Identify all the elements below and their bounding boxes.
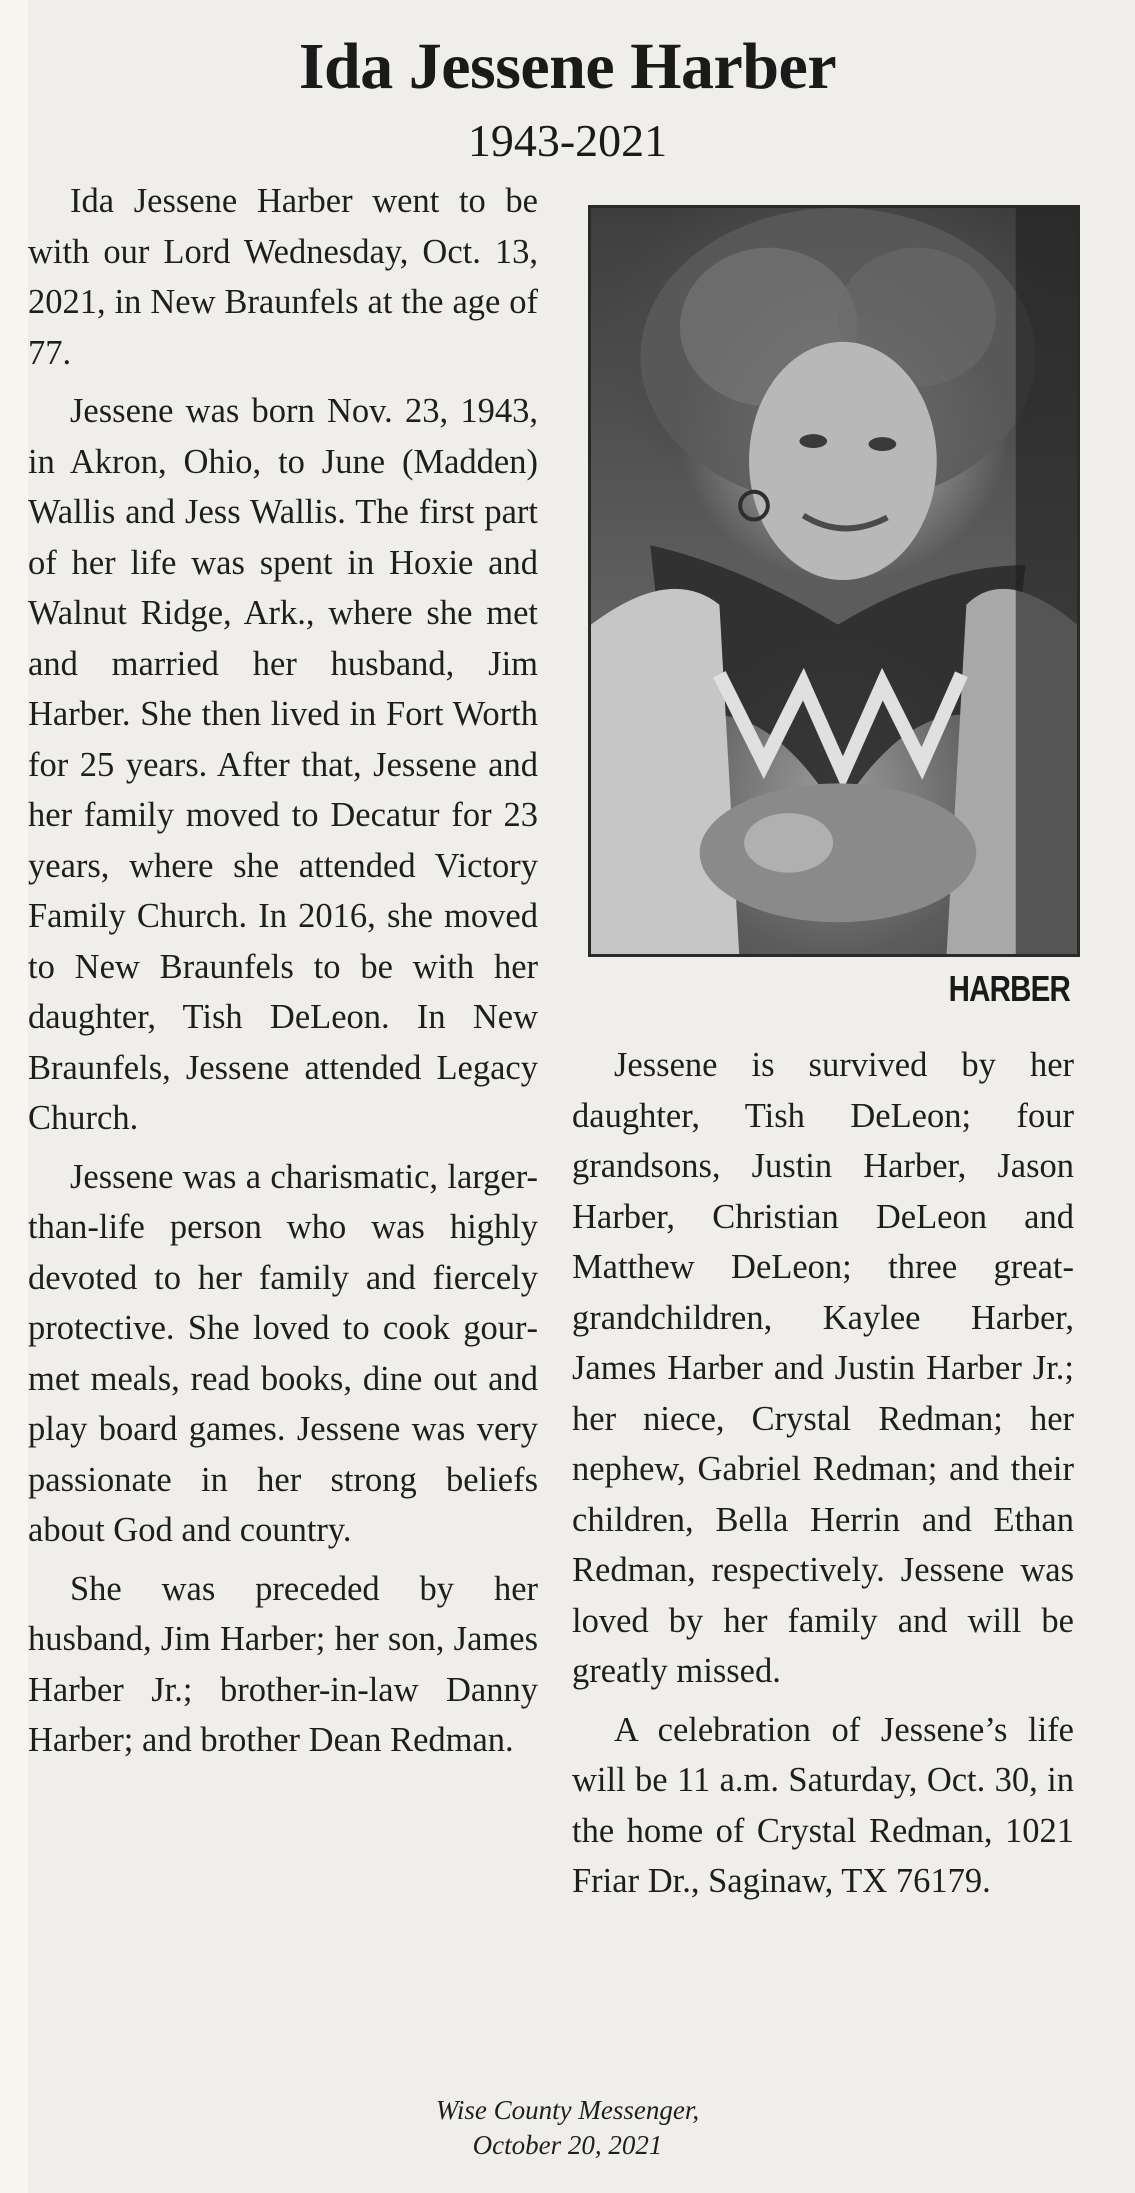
portrait-photo [588, 205, 1080, 957]
paragraph-survived-by: Jessene is survived by her daughter, Tish DeLeon; four grandsons, Justin Harber, Jason Harber, Christian DeLeon and Matthew DeLeon; three great-grandchildren, Kaylee Harber, James Harber and Justin Harber Jr.; her niece, Crystal Redman; her nephew, Gabriel Redman; and their children, Bella Herrin and Ethan Redman, respectively. Jessene was loved by her family and will be greatly missed. [572, 1046, 1074, 1690]
source-publication: Wise County Messenger, [435, 2095, 700, 2125]
right-text-column [572, 1040, 1074, 1915]
paragraph-celebration: A celebration of Jessene’s life will be 11 a.m. Saturday, Oct. 30, in the home of Crystal Redman, 1021 Friar Dr., Saginaw, TX 76179. [572, 1710, 1074, 1900]
portrait-illustration [591, 208, 1077, 954]
paragraph-preceded-by: She was preceded by her husband, Jim Harber; her son, James Harber Jr.; brother-in-law Danny Harber; and brother Dean Redman. [28, 1569, 538, 1759]
paragraph-biography: Jessene was born Nov. 23, 1943, in Akron, Ohio, to June (Madden) Wallis and Jess Wallis. The first part of her life was spent in Hoxie and Walnut Ridge, Ark., where she met and married her husband, Jim Harber. She then lived in Fort Worth for 25 years. After that, Jessene and her family moved to Decatur for 23 years, where she attended Victory Family Church. In 2016, she moved to New Braunfels to be with her daughter, Tish DeLeon. In New Braunfels, Jessene attended Legacy Church. [28, 392, 538, 1137]
photo-caption: HARBER [948, 968, 1070, 1009]
paragraph-death-notice: Ida Jessene Harber went to be with our Lord Wednesday, Oct. 13, 2021, in New Braunfels at the age of 77. [28, 182, 538, 372]
paragraph-personality: Jessene was a charismatic, larger-than-life person who was highly devoted to her family and fiercely protective. She loved to cook gourmet meals, read books, dine out and play board games. Jessene was very passionate in her strong beliefs about God and country. [28, 1157, 538, 1549]
clipping-edge [0, 0, 28, 2193]
source-date: October 20, 2021 [472, 2130, 663, 2160]
obituary-years: 1943-2021 [467, 115, 668, 166]
left-text-column [28, 176, 538, 1774]
source-credit [0, 2093, 1135, 2163]
obituary-name-headline: Ida Jessene Harber [298, 30, 837, 103]
